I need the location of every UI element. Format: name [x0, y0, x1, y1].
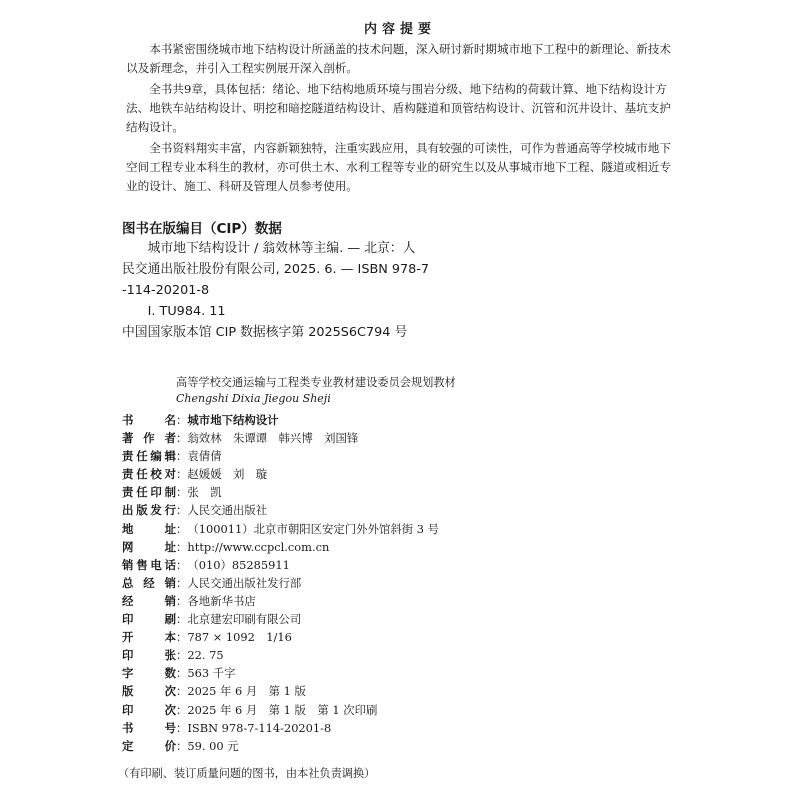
summary-paragraph: 全书资料翔实丰富，内容新颖独特，注重实践应用，具有较强的可读性，可作为普通高等学校城市地下空间工程专业本科生的教材，亦可供土木、水利工程等专业的研究生以及从事城市地下工程、隧道或相近专业的设计、施工、科研及管理人员参考使用。: [126, 141, 671, 193]
colophon-row-distributor: 总经销：人民交通出版社发行部: [122, 574, 622, 592]
colophon-label: 总经销: [122, 575, 176, 590]
colophon-value: （010）85285911: [187, 557, 290, 572]
colophon-row-authors: 著作者：翁效林 朱谭谭 韩兴博 刘国锋: [122, 429, 622, 447]
colophon-value: 城市地下结构设计: [187, 413, 279, 427]
colophon-value: 2025 年 6 月 第 1 版: [187, 684, 306, 699]
quality-notice: （有印刷、装订质量问题的图书，由本社负责调换）: [118, 767, 376, 780]
colophon-label: 责任编辑: [122, 449, 176, 464]
summary-paragraph: 本书紧密围绕城市地下结构设计所涵盖的技术问题，深入研讨新时期城市地下工程中的新理论、新技术以及新理念，并引入工程实例展开深入剖析。: [126, 42, 671, 75]
colophon-row-publisher: 出版发行：人民交通出版社: [122, 501, 622, 519]
colophon-label: 书名: [122, 413, 176, 427]
colophon-value: （100011）北京市朝阳区安定门外外馆斜街 3 号: [187, 521, 440, 536]
colophon-table: [122, 411, 622, 755]
colophon-value: 人民交通出版社: [187, 503, 268, 518]
colophon-value: 787 × 1092 1/16: [187, 630, 292, 645]
colophon-value: 张 凯: [187, 485, 222, 500]
colophon-label: 出版发行: [122, 503, 176, 518]
colophon-label: 网址: [122, 539, 176, 554]
summary-paragraph: 全书共9章，具体包括：绪论、地下结构地质环境与围岩分级、地下结构的荷载计算、地下结构设计方法、地铁车站结构设计、明挖和暗挖隧道结构设计、盾构隧道和顶管结构设计、沉管和沉井设计、基坑支护结构设计。: [126, 82, 671, 134]
colophon-label: 地址: [122, 521, 176, 536]
colophon-value: http://www.ccpcl.com.cn: [187, 539, 330, 554]
cip-heading: 图书在版编目（CIP）数据: [122, 221, 282, 237]
colophon-row-print-supervisor: 责任印制：张 凯: [122, 483, 622, 501]
colophon-row-edition: 版次：2025 年 6 月 第 1 版: [122, 682, 622, 700]
colophon-value: 袁倩倩: [187, 449, 222, 464]
colophon-row-printer: 印刷：北京建宏印刷有限公司: [122, 610, 622, 628]
colophon-value: ISBN 978-7-114-20201-8: [187, 720, 332, 735]
colophon-row-retailer: 经销：各地新华书店: [122, 592, 622, 610]
colophon-label: 著作者: [122, 431, 176, 446]
colophon-value: 人民交通出版社发行部: [187, 575, 302, 590]
colophon-label: 责任印制: [122, 485, 176, 500]
colophon-row-title: 书名：城市地下结构设计: [122, 411, 622, 429]
colophon-row-website: 网址：http://www.ccpcl.com.cn: [122, 538, 622, 556]
colophon-row-sheets: 印张：22. 75: [122, 646, 622, 664]
colophon-value: 各地新华书店: [187, 593, 256, 608]
colophon-label: 责任校对: [122, 467, 176, 482]
cip-record: [122, 238, 452, 343]
series-name: 高等学校交通运输与工程类专业教材建设委员会规划教材: [176, 376, 456, 389]
colophon-value: 59. 00 元: [187, 738, 239, 753]
cip-line: 城市地下结构设计 / 翁效林等主编. — 北京：人: [147, 241, 416, 256]
summary-section: [126, 40, 682, 198]
cip-classification: Ⅰ. TU984. 11: [147, 304, 226, 319]
colophon-row-address: 地址：（100011）北京市朝阳区安定门外外馆斜街 3 号: [122, 520, 622, 538]
colophon-value: 赵媛媛 刘 璇: [187, 467, 268, 482]
colophon-label: 销售电话: [122, 557, 176, 572]
title-pinyin: Chengshi Dixia Jiegou Sheji: [176, 392, 331, 405]
summary-heading: 内容提要: [363, 22, 436, 37]
colophon-value: 22. 75: [187, 648, 224, 663]
colophon-row-isbn: 书号：ISBN 978-7-114-20201-8: [122, 719, 622, 737]
colophon-label: 开本: [122, 630, 176, 645]
cip-line: -114-20201-8: [122, 283, 210, 298]
colophon-row-sales-phone: 销售电话：（010）85285911: [122, 556, 622, 574]
colophon-row-proofreader: 责任校对：赵媛媛 刘 璇: [122, 465, 622, 483]
colophon-label: 印张: [122, 648, 176, 663]
colophon-label: 字数: [122, 666, 176, 681]
colophon-row-price: 定价：59. 00 元: [122, 737, 622, 755]
colophon-label: 经销: [122, 593, 176, 608]
colophon-row-word-count: 字数：563 千字: [122, 664, 622, 682]
colophon-row-impression: 印次：2025 年 6 月 第 1 版 第 1 次印刷: [122, 701, 622, 719]
colophon-label: 书号: [122, 720, 176, 735]
colophon-value: 北京建宏印刷有限公司: [187, 612, 302, 627]
colophon-value: 翁效林 朱谭谭 韩兴博 刘国锋: [187, 431, 359, 446]
colophon-value: 563 千字: [187, 666, 236, 681]
colophon-label: 印次: [122, 702, 176, 717]
colophon-row-editor: 责任编辑：袁倩倩: [122, 447, 622, 465]
colophon-value: 2025 年 6 月 第 1 版 第 1 次印刷: [187, 702, 378, 717]
colophon-label: 印刷: [122, 612, 176, 627]
colophon-label: 版次: [122, 684, 176, 699]
colophon-row-format: 开本：787 × 1092 1/16: [122, 628, 622, 646]
colophon-label: 定价: [122, 738, 176, 753]
cip-approval-number: 中国国家版本馆 CIP 数据核字第 2025S6C794 号: [122, 325, 408, 340]
cip-line: 民交通出版社股份有限公司, 2025. 6. — ISBN 978-7: [122, 262, 430, 277]
